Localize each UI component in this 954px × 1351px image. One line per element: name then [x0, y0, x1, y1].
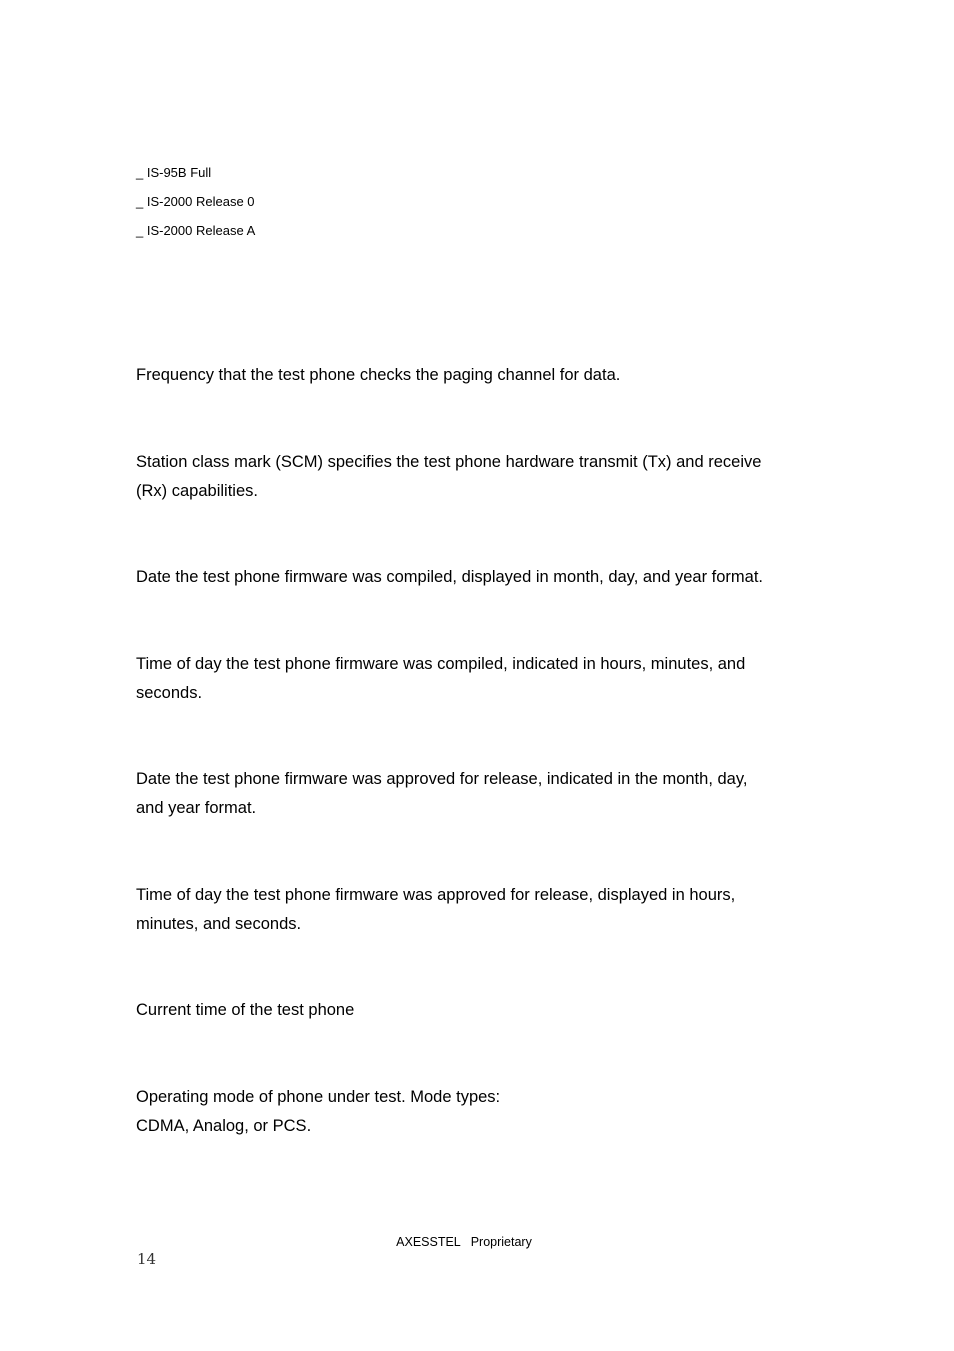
list-item: _ IS-95B Full [136, 165, 212, 180]
paragraph-compile-time [136, 650, 745, 708]
text-line: and year format. [136, 799, 257, 817]
page-number: 14 [137, 1250, 157, 1268]
text-line: Station class mark (SCM) specifies the test phone hardware transmit (Tx) and receive [136, 453, 762, 471]
paragraph-compile-date [136, 563, 763, 592]
paragraph-paging-frequency [136, 361, 620, 390]
list-item: _ IS-2000 Release 0 [136, 194, 255, 209]
paragraph-current-time [136, 996, 354, 1025]
text-line: Date the test phone firmware was compiled, displayed in month, day, and year format. [136, 568, 764, 586]
text-line: seconds. [136, 684, 203, 702]
footer-proprietary: AXESSTEL Proprietary [396, 1235, 532, 1249]
text-line: minutes, and seconds. [136, 915, 302, 933]
text-line: Frequency that the test phone checks the paging channel for data. [136, 366, 621, 384]
paragraph-operating-mode [136, 1083, 500, 1141]
paragraph-release-time [136, 881, 735, 939]
text-line: Operating mode of phone under test. Mode types: [136, 1088, 501, 1106]
text-line: Time of day the test phone firmware was compiled, indicated in hours, minutes, and [136, 655, 746, 673]
text-line: Current time of the test phone [136, 1001, 355, 1019]
text-line: (Rx) capabilities. [136, 482, 258, 500]
paragraph-station-class-mark [136, 448, 761, 506]
list-item: _ IS-2000 Release A [136, 223, 256, 238]
paragraph-release-date [136, 765, 747, 823]
text-line: Date the test phone firmware was approved for release, indicated in the month, day, [136, 770, 748, 788]
text-line: Time of day the test phone firmware was approved for release, displayed in hours, [136, 886, 736, 904]
text-line: CDMA, Analog, or PCS. [136, 1117, 312, 1135]
